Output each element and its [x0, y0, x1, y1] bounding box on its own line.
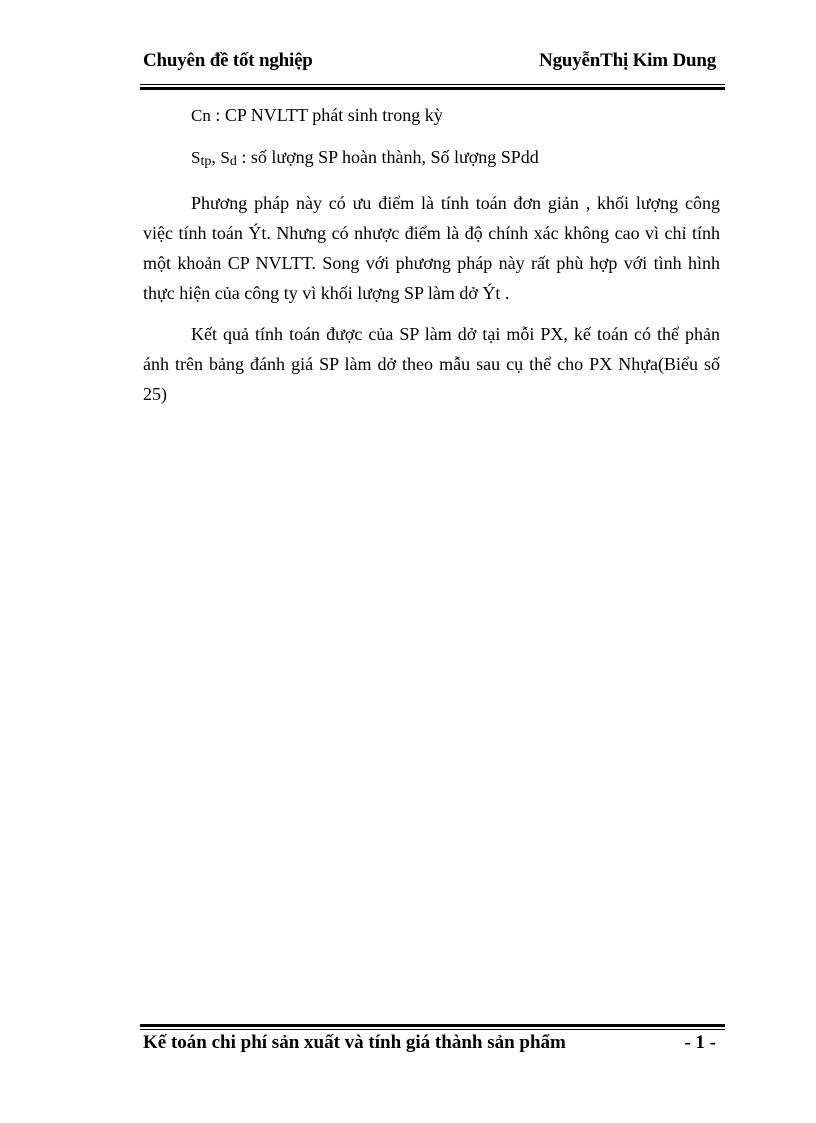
header-author: NguyễnThị Kim Dung	[539, 50, 716, 71]
document-body	[143, 100, 720, 420]
header-rule-thick	[140, 87, 725, 90]
paragraph-advantages: Phương pháp này có ưu điểm là tính toán đơn giản , khối lượng công việc tính toán Ýt. Nhưng có nhược điểm là độ chính xác không cao vì chỉ tính một khoản CP NVLTT. Song với phương pháp này rất phù hợp với tình hình thực hiện của công ty vì khối lượng SP làm dở Ýt .	[143, 193, 720, 303]
paragraph-result: Kết quả tính toán được của SP làm dở tại mỗi PX, kế toán có thể phản ánh trên bảng đánh giá SP làm dở theo mẫu sau cụ thể cho PX Nhựa(Biểu số 25)	[143, 324, 720, 404]
definition-stp-sd	[143, 142, 720, 177]
header-title: Chuyên đề tốt nghiệp	[143, 50, 313, 71]
symbol-comma: ,	[211, 147, 221, 167]
definition-text: số lượng SP hoàn thành, Số lượng SPdd	[250, 147, 539, 167]
definition-text: CP NVLTT phát sinh trong kỳ	[224, 105, 443, 125]
definition-separator: :	[210, 105, 225, 125]
symbol-subscript-d: d	[229, 154, 237, 169]
footer-rule-thin	[140, 1029, 725, 1030]
definition-separator: :	[236, 147, 251, 167]
page-header	[143, 50, 716, 80]
footer-rule-thick	[140, 1024, 725, 1027]
page-footer	[143, 1032, 716, 1060]
page-number: - 1 -	[684, 1032, 716, 1053]
symbol-s: S	[220, 148, 230, 167]
footer-title: Kế toán chi phí sản xuất và tính giá thành sản phẩm	[143, 1032, 566, 1053]
symbol-subscript-tp: tp	[200, 154, 212, 169]
symbol-cn: Cn	[191, 106, 211, 125]
header-rule-thin	[140, 84, 725, 85]
definition-cn	[143, 100, 720, 131]
symbol-s: S	[191, 148, 201, 167]
